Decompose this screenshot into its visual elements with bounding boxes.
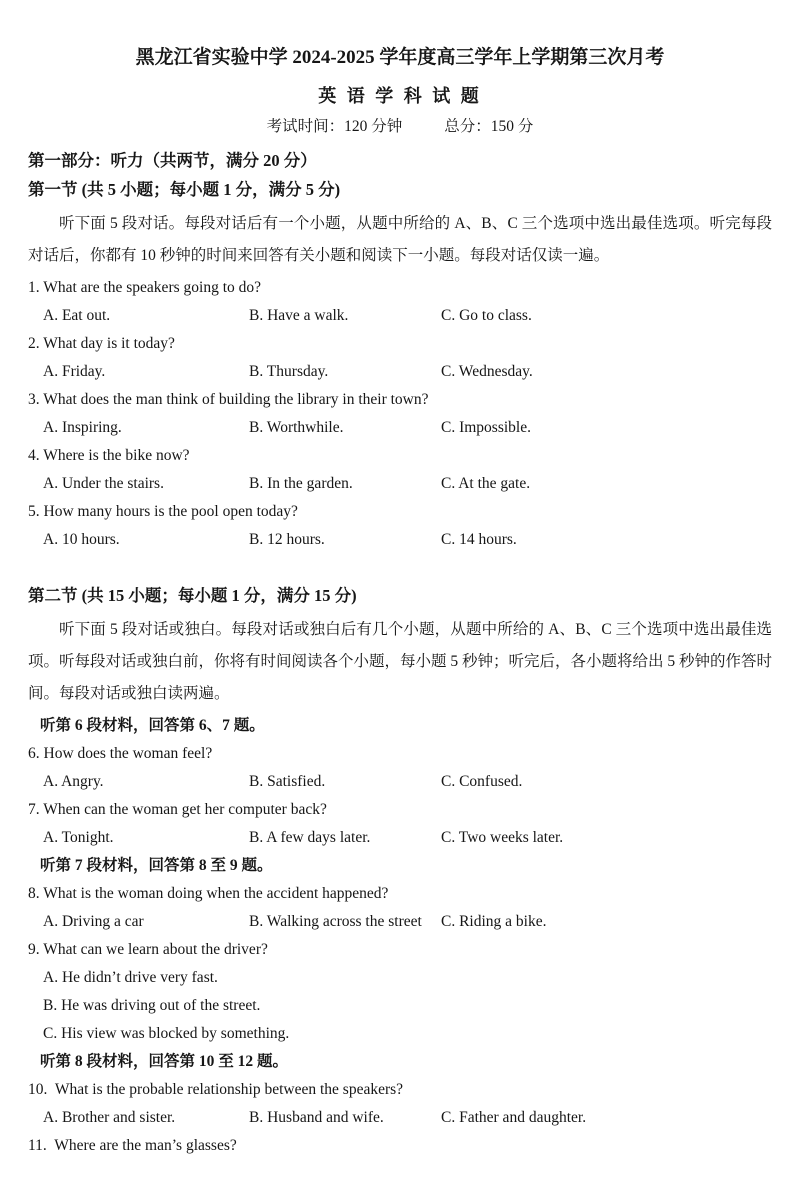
question-3: 3. What does the man think of building the library in their town? (28, 391, 429, 408)
question-7: 7. When can the woman get her computer back? (28, 801, 327, 818)
question-3-options (28, 414, 772, 442)
question-11: 11. Where are the man’s glasses? (28, 1137, 237, 1154)
question-9: 9. What can we learn about the driver? (28, 941, 268, 958)
material-heading-8: 听第 8 段材料，回答第 10 至 12 题。 (40, 1053, 289, 1070)
material-heading-7: 听第 7 段材料，回答第 8 至 9 题。 (40, 857, 273, 874)
option-5a: A. 10 hours. (43, 531, 120, 548)
option-6a: A. Angry. (43, 773, 104, 790)
option-1a: A. Eat out. (43, 307, 111, 324)
part1-heading: 第一部分：听力（共两节，满分 20 分） (28, 151, 317, 170)
option-1b: B. Have a walk. (249, 307, 349, 324)
question-2: 2. What day is it today? (28, 335, 175, 352)
option-4a: A. Under the stairs. (43, 475, 164, 492)
option-6b: B. Satisfied. (249, 773, 326, 790)
question-9-options (28, 964, 772, 1048)
exam-total-score: 总分：150 分 (444, 118, 534, 135)
option-2a: A. Friday. (43, 363, 106, 380)
question-1-options (28, 302, 772, 330)
option-8b: B. Walking across the street (249, 913, 422, 930)
option-3a: A. Inspiring. (43, 419, 122, 436)
option-7a: A. Tonight. (43, 829, 114, 846)
option-8a: A. Driving a car (43, 913, 144, 930)
material-heading-6: 听第 6 段材料，回答第 6、7 题。 (40, 717, 265, 734)
question-5-options (28, 526, 772, 554)
section1-questions (28, 274, 772, 554)
exam-duration: 考试时间：120 分钟 (266, 118, 403, 135)
option-6c: C. Confused. (441, 773, 523, 790)
option-4b: B. In the garden. (249, 475, 353, 492)
option-5b: B. 12 hours. (249, 531, 325, 548)
option-4c: C. At the gate. (441, 475, 531, 492)
option-10b: B. Husband and wife. (249, 1109, 384, 1126)
option-9c: C. His view was blocked by something. (43, 1025, 290, 1042)
option-7b: B. A few days later. (249, 829, 371, 846)
section1-heading: 第一节 (共 5 小题；每小题 1 分，满分 5 分) (28, 180, 341, 199)
option-8c: C. Riding a bike. (441, 913, 547, 930)
option-1c: C. Go to class. (441, 307, 532, 324)
option-2b: B. Thursday. (249, 363, 329, 380)
section1-instructions: 听下面 5 段对话。每段对话后有一个小题，从题中所给的 A、B、C 三个选项中选出最佳选项。听完每段对话后，你都有 10 秒钟的时间来回答有关小题和阅读下一小题。每段对话仅读一遍。 (28, 215, 772, 264)
question-4: 4. Where is the bike now? (28, 447, 190, 464)
section2-instructions: 听下面 5 段对话或独白。每段对话或独白后有几个小题，从题中所给的 A、B、C 三个选项中选出最佳选项。听每段对话或独白前，你将有时间阅读各个小题，每小题 5 秒钟；听完后，各小题将给出 5 秒钟的作答时间。每段对话或独白读两遍。 (28, 621, 773, 702)
question-1: 1. What are the speakers going to do? (28, 279, 261, 296)
option-9a: A. He didn’t drive very fast. (43, 969, 218, 986)
option-3c: C. Impossible. (441, 419, 531, 436)
question-8-options (28, 908, 772, 936)
page-subtitle: 英 语 学 科 试 题 (318, 86, 482, 106)
option-10a: A. Brother and sister. (43, 1109, 176, 1126)
page-title: 黑龙江省实验中学 2024-2025 学年度高三学年上学期第三次月考 (135, 47, 665, 68)
question-10-options (28, 1104, 772, 1132)
question-4-options (28, 470, 772, 498)
question-6-options (28, 768, 772, 796)
question-2-options (28, 358, 772, 386)
question-5: 5. How many hours is the pool open today? (28, 503, 298, 520)
question-10: 10. What is the probable relationship between the speakers? (28, 1081, 404, 1098)
option-10c: C. Father and daughter. (441, 1109, 587, 1126)
question-7-options (28, 824, 772, 852)
option-2c: C. Wednesday. (441, 363, 533, 380)
option-5c: C. 14 hours. (441, 531, 517, 548)
section2-questions (28, 712, 772, 1160)
question-8: 8. What is the woman doing when the accident happened? (28, 885, 389, 902)
option-9b: B. He was driving out of the street. (43, 997, 261, 1014)
exam-info (28, 116, 772, 138)
option-7c: C. Two weeks later. (441, 829, 564, 846)
section2-heading: 第二节 (共 15 小题；每小题 1 分，满分 15 分) (28, 586, 357, 605)
option-3b: B. Worthwhile. (249, 419, 344, 436)
question-6: 6. How does the woman feel? (28, 745, 213, 762)
